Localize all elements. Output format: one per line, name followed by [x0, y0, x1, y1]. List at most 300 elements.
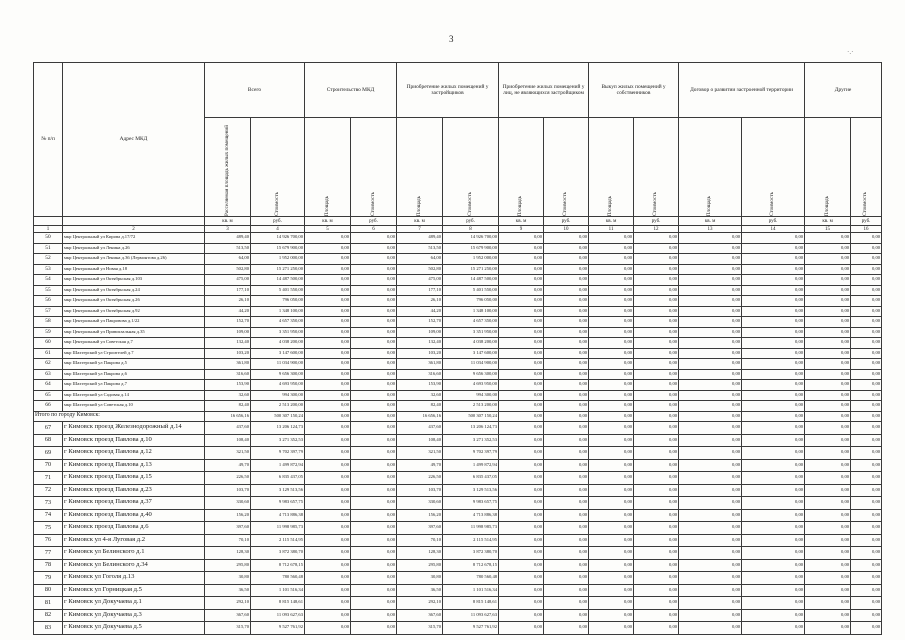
value-cell: 0,00 — [499, 243, 544, 254]
value-cell: 0,00 — [805, 317, 851, 328]
value-cell: 0,00 — [679, 296, 742, 307]
cost-cell: 11 998 985,73 — [251, 522, 305, 535]
value-cell: 0,00 — [305, 285, 351, 296]
value-cell: 0,00 — [589, 275, 634, 286]
value-cell: 0,00 — [634, 472, 679, 485]
cost-cell: 1 101 516,34 — [443, 584, 499, 597]
value-cell: 0,00 — [851, 547, 882, 560]
table-row — [34, 497, 882, 510]
value-cell: 0,00 — [679, 459, 742, 472]
value-cell: 0,00 — [589, 509, 634, 522]
value-cell: 0,00 — [805, 338, 851, 349]
cost-cell: 994 300,00 — [251, 390, 305, 401]
cost-cell: 1 952 000,00 — [251, 254, 305, 265]
area-cell: 44,20 — [205, 306, 251, 317]
value-cell: 0,00 — [805, 522, 851, 535]
row-number: 81 — [34, 597, 63, 610]
value-cell: 0,00 — [851, 369, 882, 380]
cost-cell: 2 115 514,95 — [251, 534, 305, 547]
cost-cell: 1 348 100,00 — [251, 306, 305, 317]
value-cell: 0,00 — [679, 390, 742, 401]
area-cell: 108,40 — [205, 434, 251, 447]
value-cell: 0,00 — [589, 317, 634, 328]
area-cell: 397,60 — [397, 522, 443, 535]
address-cell: мкр Центральный ул Октябрьская д.26 — [63, 296, 205, 307]
area-cell: 156,20 — [205, 509, 251, 522]
cost-cell: 4 657 350,00 — [443, 317, 499, 328]
table-row — [34, 597, 882, 610]
area-cell: 103,20 — [205, 348, 251, 359]
value-cell: 0,00 — [634, 534, 679, 547]
value-cell: 0,00 — [544, 584, 589, 597]
area-cell: 109,00 — [397, 327, 443, 338]
value-cell: 0,00 — [679, 622, 742, 635]
value-cell: 0,00 — [499, 317, 544, 328]
address-cell: г Кимовск ул Докучаева д.5 — [63, 622, 205, 635]
subheader: Стоимость — [351, 118, 397, 217]
value-cell: 0,00 — [499, 359, 544, 370]
cost-cell: 8 712 678,15 — [251, 559, 305, 572]
value-cell: 0,00 — [305, 584, 351, 597]
cost-cell: 14 926 700,00 — [443, 233, 499, 244]
table-row — [34, 264, 882, 275]
value-cell: 0,00 — [544, 459, 589, 472]
table-row — [34, 609, 882, 622]
value-cell: 0,00 — [679, 422, 742, 435]
value-cell: 0,00 — [742, 296, 805, 307]
cost-cell: 4 713 886,38 — [443, 509, 499, 522]
value-cell: 0,00 — [589, 359, 634, 370]
value-cell: 0,00 — [742, 243, 805, 254]
value-cell: 0,00 — [634, 275, 679, 286]
units-row: кв. м руб. кв. м руб. кв. м руб. кв. м руб. кв. м руб. кв. м руб. кв. м руб. — [34, 217, 882, 226]
value-cell: 0,00 — [499, 275, 544, 286]
value-cell: 0,00 — [544, 264, 589, 275]
value-cell: 0,00 — [679, 559, 742, 572]
cost-cell: 11 093 627,63 — [443, 609, 499, 622]
table-row — [34, 317, 882, 328]
value-cell: 0,00 — [679, 264, 742, 275]
value-cell: 0,00 — [634, 359, 679, 370]
area-cell: 156,20 — [397, 509, 443, 522]
table-row — [34, 285, 882, 296]
cost-cell: 9 983 657,75 — [443, 497, 499, 510]
row-number: 58 — [34, 317, 63, 328]
value-cell: 0,00 — [679, 534, 742, 547]
value-cell: 0,00 — [742, 411, 805, 422]
value-cell: 0,00 — [544, 534, 589, 547]
area-cell: 49,70 — [397, 459, 443, 472]
value-cell: 0,00 — [305, 459, 351, 472]
row-number: 73 — [34, 497, 63, 510]
address-cell: мкр Центральный ул Октябрьская д.103 — [63, 275, 205, 286]
value-cell: 0,00 — [589, 597, 634, 610]
area-cell: 315,70 — [205, 622, 251, 635]
value-cell: 0,00 — [805, 254, 851, 265]
value-cell: 0,00 — [634, 447, 679, 460]
area-cell: 70,10 — [205, 534, 251, 547]
table-row — [34, 243, 882, 254]
value-cell: 0,00 — [742, 534, 805, 547]
value-cell: 0,00 — [544, 559, 589, 572]
value-cell: 0,00 — [851, 459, 882, 472]
value-cell: 0,00 — [499, 233, 544, 244]
value-cell: 0,00 — [351, 285, 397, 296]
area-cell: 489,40 — [205, 233, 251, 244]
cost-cell: 3 872 380,70 — [251, 547, 305, 560]
cost-cell: 4 038 200,00 — [443, 338, 499, 349]
value-cell: 0,00 — [351, 359, 397, 370]
value-cell: 0,00 — [499, 285, 544, 296]
value-cell: 0,00 — [544, 422, 589, 435]
value-cell: 0,00 — [499, 547, 544, 560]
area-cell: 16 656,16 — [397, 411, 443, 422]
value-cell: 0,00 — [351, 243, 397, 254]
value-cell: 0,00 — [589, 264, 634, 275]
value-cell: 0,00 — [805, 380, 851, 391]
value-cell: 0,00 — [544, 254, 589, 265]
address-cell: г Кимовск проезд Павлова д.6 — [63, 522, 205, 535]
address-cell: г Кимовск ул Докучаева д.1 — [63, 597, 205, 610]
group-header: Строительство МКД — [305, 63, 397, 118]
row-number: 72 — [34, 484, 63, 497]
row-number: 50 — [34, 233, 63, 244]
value-cell: 0,00 — [851, 572, 882, 585]
area-cell: 316,60 — [205, 369, 251, 380]
address-cell: г Кимовск проезд Павлова д.23 — [63, 484, 205, 497]
value-cell: 0,00 — [805, 559, 851, 572]
value-cell: 0,00 — [851, 411, 882, 422]
value-cell: 0,00 — [634, 434, 679, 447]
cost-cell: 3 351 950,00 — [443, 327, 499, 338]
value-cell: 0,00 — [742, 434, 805, 447]
value-cell: 0,00 — [544, 243, 589, 254]
value-cell: 0,00 — [499, 509, 544, 522]
value-cell: 0,00 — [805, 497, 851, 510]
scan-speck: ·.· — [847, 48, 854, 56]
area-cell: 367,60 — [205, 609, 251, 622]
value-cell: 0,00 — [499, 522, 544, 535]
value-cell: 0,00 — [499, 327, 544, 338]
value-cell: 0,00 — [589, 243, 634, 254]
area-cell: 475,00 — [397, 275, 443, 286]
row-number: 61 — [34, 348, 63, 359]
cost-cell: 994 300,00 — [443, 390, 499, 401]
value-cell: 0,00 — [851, 597, 882, 610]
cost-cell: 4 693 950,00 — [443, 380, 499, 391]
row-number: 53 — [34, 264, 63, 275]
value-cell: 0,00 — [851, 348, 882, 359]
value-cell: 0,00 — [589, 472, 634, 485]
cost-cell: 9 656 300,00 — [251, 369, 305, 380]
value-cell: 0,00 — [634, 348, 679, 359]
value-cell: 0,00 — [851, 390, 882, 401]
area-cell: 513,50 — [205, 243, 251, 254]
row-number: 56 — [34, 296, 63, 307]
value-cell: 0,00 — [305, 296, 351, 307]
area-cell: 321,50 — [205, 447, 251, 460]
value-cell: 0,00 — [499, 411, 544, 422]
address-cell: г Кимовск ул Докучаева д.3 — [63, 609, 205, 622]
cost-cell: 15 679 900,00 — [251, 243, 305, 254]
value-cell: 0,00 — [499, 459, 544, 472]
address-cell: г Кимовск проезд Павлова д.15 — [63, 472, 205, 485]
value-cell: 0,00 — [851, 497, 882, 510]
value-cell: 0,00 — [742, 369, 805, 380]
area-cell: 152,70 — [397, 317, 443, 328]
cost-cell: 9 702 397,79 — [251, 447, 305, 460]
value-cell: 0,00 — [305, 534, 351, 547]
area-cell: 177,10 — [205, 285, 251, 296]
cost-cell: 9 983 657,75 — [251, 497, 305, 510]
table-row — [34, 380, 882, 391]
value-cell: 0,00 — [499, 484, 544, 497]
value-cell: 0,00 — [634, 243, 679, 254]
value-cell: 0,00 — [351, 597, 397, 610]
value-cell: 0,00 — [589, 609, 634, 622]
value-cell: 0,00 — [679, 447, 742, 460]
value-cell: 0,00 — [679, 254, 742, 265]
area-cell: 36,50 — [397, 584, 443, 597]
address-cell: г Кимовск проезд Павлова д.12 — [63, 447, 205, 460]
value-cell: 0,00 — [679, 306, 742, 317]
subheader: Площадь — [679, 118, 742, 217]
value-cell: 0,00 — [679, 472, 742, 485]
value-cell: 0,00 — [679, 327, 742, 338]
cost-cell: 3 351 950,00 — [251, 327, 305, 338]
value-cell: 0,00 — [544, 348, 589, 359]
value-cell: 0,00 — [679, 572, 742, 585]
area-cell: 226,50 — [397, 472, 443, 485]
value-cell: 0,00 — [351, 338, 397, 349]
value-cell: 0,00 — [805, 275, 851, 286]
table-body — [34, 233, 882, 635]
value-cell: 0,00 — [679, 434, 742, 447]
value-cell: 0,00 — [679, 380, 742, 391]
address-cell: г Кимовск проезд Павлова д.37 — [63, 497, 205, 510]
value-cell: 0,00 — [351, 380, 397, 391]
value-cell: 0,00 — [742, 572, 805, 585]
cost-cell: 6 835 437,05 — [443, 472, 499, 485]
row-number: 83 — [34, 622, 63, 635]
value-cell: 0,00 — [805, 306, 851, 317]
value-cell: 0,00 — [544, 359, 589, 370]
address-cell: мкр Центральный ул Ленина д.36 (Лермонтова д.26) — [63, 254, 205, 265]
value-cell: 0,00 — [634, 338, 679, 349]
area-cell: 64,00 — [397, 254, 443, 265]
value-cell: 0,00 — [851, 401, 882, 412]
value-cell: 0,00 — [544, 327, 589, 338]
address-cell: мкр Центральный ул Привокзальная д.35 — [63, 327, 205, 338]
cost-cell: 796 050,00 — [443, 296, 499, 307]
value-cell: 0,00 — [589, 459, 634, 472]
area-cell: 152,70 — [205, 317, 251, 328]
value-cell: 0,00 — [805, 459, 851, 472]
value-cell: 0,00 — [742, 338, 805, 349]
value-cell: 0,00 — [634, 390, 679, 401]
row-number: 62 — [34, 359, 63, 370]
table-row — [34, 390, 882, 401]
value-cell: 0,00 — [589, 380, 634, 391]
cost-cell: 3 129 513,56 — [251, 484, 305, 497]
value-cell: 0,00 — [305, 401, 351, 412]
area-cell: 502,80 — [397, 264, 443, 275]
value-cell: 0,00 — [499, 401, 544, 412]
table-row — [34, 522, 882, 535]
area-cell: 361,80 — [397, 359, 443, 370]
value-cell: 0,00 — [589, 522, 634, 535]
value-cell: 0,00 — [589, 547, 634, 560]
row-number: 79 — [34, 572, 63, 585]
value-cell: 0,00 — [305, 509, 351, 522]
cost-cell: 1 348 100,00 — [443, 306, 499, 317]
address-cell: мкр Центральный ул Октябрьская д.92 — [63, 306, 205, 317]
value-cell: 0,00 — [351, 348, 397, 359]
row-number: 60 — [34, 338, 63, 349]
area-cell: 295,80 — [205, 559, 251, 572]
value-cell: 0,00 — [634, 597, 679, 610]
row-number: 77 — [34, 547, 63, 560]
address-cell: мкр Шахтерский ул Пакрова д.7 — [63, 380, 205, 391]
value-cell: 0,00 — [351, 509, 397, 522]
value-cell: 0,00 — [589, 233, 634, 244]
address-cell: г Кимовск проезд Павлова д.13 — [63, 459, 205, 472]
area-cell: 153,90 — [397, 380, 443, 391]
value-cell: 0,00 — [305, 233, 351, 244]
table-row — [34, 547, 882, 560]
area-cell: 26,10 — [397, 296, 443, 307]
value-cell: 0,00 — [544, 497, 589, 510]
cost-cell: 2 115 514,95 — [443, 534, 499, 547]
value-cell: 0,00 — [851, 243, 882, 254]
row-number: 78 — [34, 559, 63, 572]
table-row — [34, 275, 882, 286]
area-cell: 295,80 — [397, 559, 443, 572]
value-cell: 0,00 — [305, 547, 351, 560]
area-cell: 177,10 — [397, 285, 443, 296]
value-cell: 0,00 — [679, 359, 742, 370]
row-number: 69 — [34, 447, 63, 460]
subheader: Стоимость — [742, 118, 805, 217]
value-cell: 0,00 — [544, 609, 589, 622]
value-cell: 0,00 — [351, 459, 397, 472]
value-cell: 0,00 — [679, 522, 742, 535]
row-number: 64 — [34, 380, 63, 391]
row-number: 59 — [34, 327, 63, 338]
value-cell: 0,00 — [742, 233, 805, 244]
cost-cell: 9 527 761,92 — [443, 622, 499, 635]
row-number: 66 — [34, 401, 63, 412]
value-cell: 0,00 — [351, 434, 397, 447]
value-cell: 0,00 — [499, 264, 544, 275]
cost-cell: 9 527 761,92 — [251, 622, 305, 635]
value-cell: 0,00 — [634, 522, 679, 535]
cost-cell: 8 712 678,15 — [443, 559, 499, 572]
cost-cell: 780 560,48 — [443, 572, 499, 585]
value-cell: 0,00 — [851, 233, 882, 244]
value-cell: 0,00 — [634, 609, 679, 622]
value-cell: 0,00 — [589, 572, 634, 585]
value-cell: 0,00 — [305, 559, 351, 572]
value-cell: 0,00 — [805, 243, 851, 254]
value-cell: 0,00 — [634, 459, 679, 472]
value-cell: 0,00 — [544, 572, 589, 585]
value-cell: 0,00 — [589, 584, 634, 597]
value-cell: 0,00 — [544, 547, 589, 560]
value-cell: 0,00 — [742, 547, 805, 560]
address-cell: мкр Шахтерский ул Пакрова д.5 — [63, 359, 205, 370]
area-cell: 82,40 — [397, 401, 443, 412]
table-row — [34, 359, 882, 370]
value-cell: 0,00 — [305, 359, 351, 370]
row-number: 57 — [34, 306, 63, 317]
table-row — [34, 401, 882, 412]
address-cell: г Кимовск проезд Железнодорожный д.14 — [63, 422, 205, 435]
value-cell: 0,00 — [305, 306, 351, 317]
value-cell: 0,00 — [305, 434, 351, 447]
value-cell: 0,00 — [742, 380, 805, 391]
value-cell: 0,00 — [679, 509, 742, 522]
value-cell: 0,00 — [805, 572, 851, 585]
value-cell: 0,00 — [351, 584, 397, 597]
value-cell: 0,00 — [634, 306, 679, 317]
value-cell: 0,00 — [851, 285, 882, 296]
cost-cell: 11 034 900,00 — [251, 359, 305, 370]
value-cell: 0,00 — [544, 380, 589, 391]
value-cell: 0,00 — [499, 609, 544, 622]
cost-cell: 3 129 513,56 — [443, 484, 499, 497]
value-cell: 0,00 — [851, 584, 882, 597]
row-number: 74 — [34, 509, 63, 522]
area-cell: 32,60 — [205, 390, 251, 401]
subheader: Площадь — [499, 118, 544, 217]
value-cell: 0,00 — [851, 275, 882, 286]
value-cell: 0,00 — [805, 422, 851, 435]
value-cell: 0,00 — [544, 296, 589, 307]
value-cell: 0,00 — [351, 390, 397, 401]
group-header: Всего — [205, 63, 305, 118]
value-cell: 0,00 — [742, 254, 805, 265]
value-cell: 0,00 — [499, 584, 544, 597]
value-cell: 0,00 — [851, 317, 882, 328]
value-cell: 0,00 — [305, 348, 351, 359]
value-cell: 0,00 — [305, 390, 351, 401]
value-cell: 0,00 — [351, 317, 397, 328]
row-number: 65 — [34, 390, 63, 401]
value-cell: 0,00 — [589, 390, 634, 401]
address-cell: мкр Центральный ул Ленина д.26 — [63, 243, 205, 254]
cost-cell: 9 702 397,79 — [443, 447, 499, 460]
cost-cell: 1 499 872,94 — [443, 459, 499, 472]
value-cell: 0,00 — [634, 264, 679, 275]
table-row — [34, 484, 882, 497]
cost-cell: 14 926 700,00 — [251, 233, 305, 244]
cost-cell: 14 487 500,00 — [443, 275, 499, 286]
subheader: Стоимость — [851, 118, 882, 217]
value-cell: 0,00 — [742, 597, 805, 610]
value-cell: 0,00 — [544, 369, 589, 380]
cost-cell: 500 307 150,24 — [443, 411, 499, 422]
value-cell: 0,00 — [305, 484, 351, 497]
row-number: 82 — [34, 609, 63, 622]
value-cell: 0,00 — [805, 597, 851, 610]
cost-cell: 3 271 352,53 — [251, 434, 305, 447]
table-row — [34, 472, 882, 485]
value-cell: 0,00 — [499, 390, 544, 401]
address-cell: мкр Шахтерский ул Садовая д.14 — [63, 390, 205, 401]
value-cell: 0,00 — [679, 243, 742, 254]
value-cell: 0,00 — [742, 285, 805, 296]
